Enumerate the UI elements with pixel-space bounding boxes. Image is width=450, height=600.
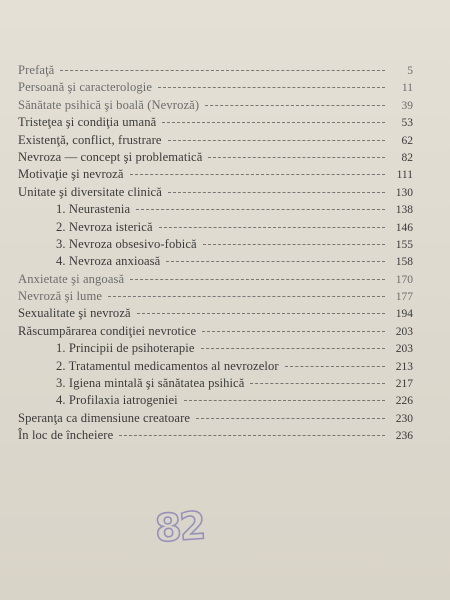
- toc-entry-page: 170: [395, 273, 413, 286]
- toc-entry-title: 2. Tratamentul medicamentos al nevrozelor: [56, 358, 279, 373]
- dot-leader: [250, 382, 385, 384]
- toc-subentry: [18, 236, 413, 253]
- dot-leader: [137, 312, 385, 314]
- toc-entry-page: 39: [401, 99, 413, 112]
- toc-subentry: [18, 358, 413, 375]
- toc-entry: [18, 79, 413, 96]
- toc-entry-title: Nevroza — concept şi problematică: [18, 149, 203, 164]
- dot-leader: [136, 208, 385, 210]
- toc-entry-page: 203: [395, 325, 413, 338]
- toc-entry: [18, 410, 413, 427]
- dot-leader: [196, 417, 385, 419]
- toc-entry-page: 236: [395, 430, 413, 443]
- toc-entry-title: Persoană şi caracterologie: [18, 80, 153, 95]
- toc-entry-title: Prefaţă: [18, 63, 55, 77]
- toc-entry-page: 155: [395, 238, 413, 251]
- toc-entry-page: 82: [401, 151, 413, 164]
- toc-entry: [18, 132, 413, 149]
- toc-entry-page: 130: [395, 186, 413, 199]
- toc-entry-page: 177: [395, 291, 413, 304]
- dot-leader: [208, 156, 385, 158]
- toc-entry-page: 62: [401, 134, 413, 147]
- toc-entry-title: Tristeţea şi condiţia umană: [18, 115, 157, 130]
- toc-subentry: [18, 219, 413, 236]
- toc-entry-page: 5: [407, 65, 413, 77]
- toc-entry-title: 1. Principii de psihoterapie: [56, 341, 195, 356]
- toc-entry-title: Răscumpărarea condiţiei nevrotice: [18, 323, 197, 338]
- dot-leader: [159, 226, 385, 228]
- dot-leader: [166, 260, 385, 262]
- dot-leader: [119, 434, 385, 436]
- dot-leader: [158, 86, 385, 88]
- dot-leader: [285, 365, 385, 367]
- toc-entry-page: 217: [395, 378, 413, 391]
- toc-entry-title: Speranţa ca dimensiune creatoare: [18, 410, 191, 425]
- toc-entry-title: Sănătate psihică şi boală (Nevroză): [18, 97, 200, 112]
- dot-leader: [203, 243, 385, 245]
- toc-entry-title: Motivaţie şi nevroză: [18, 167, 124, 182]
- toc-entry-page: 226: [395, 395, 413, 408]
- toc-entry-page: 194: [395, 308, 413, 321]
- toc-entry-title: 2. Nevroza isterică: [56, 219, 153, 234]
- toc-entry-title: 3. Nevroza obsesivo-fobică: [56, 236, 197, 251]
- toc-entry: [18, 62, 413, 79]
- toc-entry-title: Unitate şi diversitate clinică: [18, 184, 162, 199]
- toc-entry-page: 230: [395, 412, 413, 425]
- toc-entry-page: 11: [401, 82, 413, 95]
- toc-entry-page: 53: [401, 117, 413, 130]
- toc-subentry: [18, 375, 413, 392]
- dot-leader: [108, 295, 385, 297]
- dot-leader: [130, 173, 385, 175]
- toc-entry-page: 203: [395, 343, 413, 356]
- dot-leader: [162, 121, 385, 123]
- toc-subentry: [18, 340, 413, 357]
- dot-leader: [184, 399, 385, 401]
- toc-entry-title: Anxietate şi angoasă: [18, 271, 125, 286]
- toc-entry-title: 3. Igiena mintală şi sănătatea psihică: [56, 376, 245, 391]
- toc-entry-title: 1. Neurastenia: [56, 202, 131, 217]
- toc-entry-title: 4. Profilaxia iatrogeniei: [56, 393, 178, 408]
- toc-entry-page: 111: [396, 169, 413, 182]
- toc-entry-title: Sexualitate şi nevroză: [18, 306, 131, 321]
- toc-subentry: [18, 392, 413, 409]
- toc-entry-title: 4. Nevroza anxioasă: [56, 254, 161, 269]
- toc-entry: [18, 427, 413, 444]
- dot-leader: [168, 139, 385, 141]
- toc-entry-title: Existenţă, conflict, frustrare: [18, 132, 162, 147]
- dot-leader: [168, 191, 385, 193]
- toc-entry: [18, 149, 413, 166]
- toc-entry-title: Nevroză şi lume: [18, 289, 103, 304]
- inventory-stamp: 82: [153, 503, 206, 551]
- dot-leader: [60, 69, 385, 71]
- toc-entry-page: 213: [395, 360, 413, 373]
- dot-leader: [205, 104, 385, 106]
- toc-subentry: [18, 253, 413, 270]
- toc-entry-page: 158: [395, 256, 413, 269]
- dot-leader: [130, 278, 385, 280]
- dot-leader: [201, 347, 385, 349]
- dot-leader: [202, 330, 385, 332]
- toc-entry-page: 138: [395, 204, 413, 217]
- toc-entry: [18, 288, 413, 305]
- toc-entry: [18, 305, 413, 322]
- toc-entry: [18, 184, 413, 201]
- toc-entry: [18, 323, 413, 340]
- toc-entry-page: 146: [395, 221, 413, 234]
- toc-entry: [18, 166, 413, 183]
- toc-entry: [18, 97, 413, 114]
- toc-entry: [18, 271, 413, 288]
- toc-entry-title: În loc de încheiere: [18, 428, 114, 443]
- table-of-contents: [18, 62, 413, 445]
- toc-subentry: [18, 201, 413, 218]
- toc-entry: [18, 114, 413, 131]
